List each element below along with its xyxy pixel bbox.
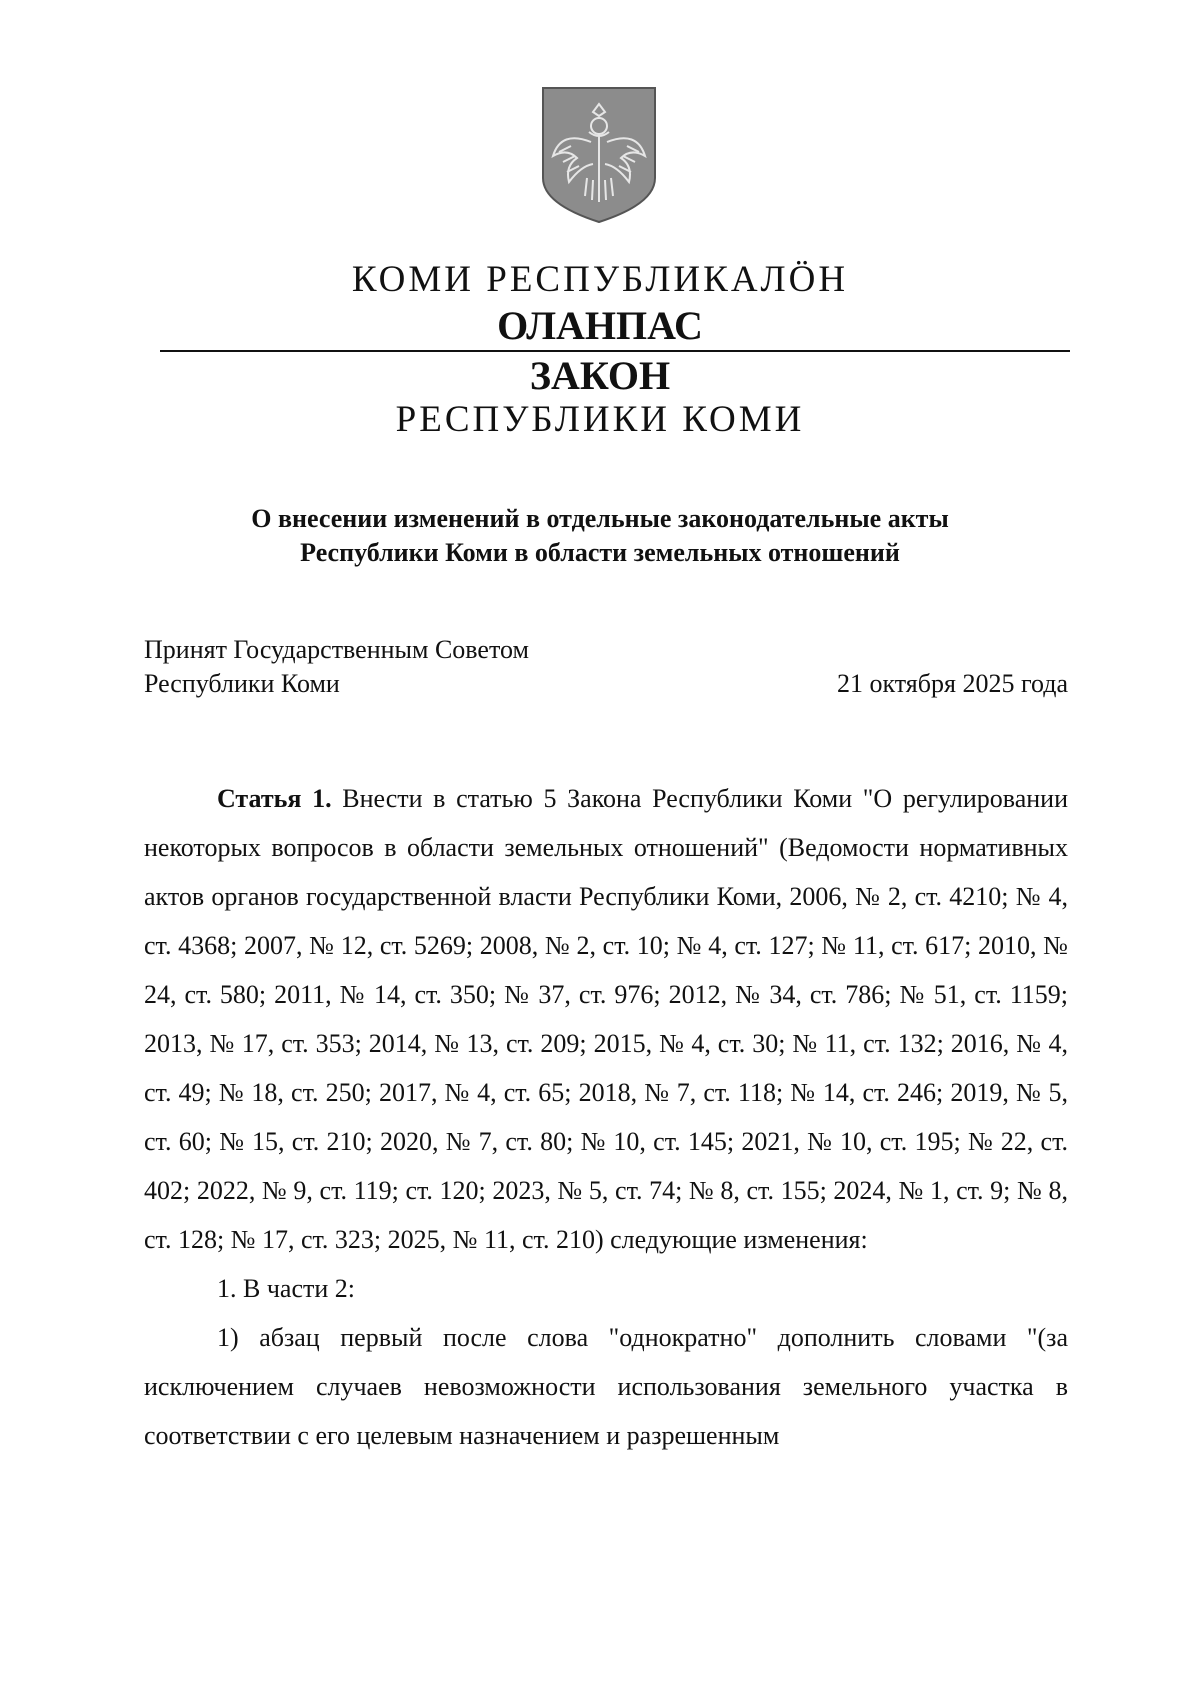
subitem-1-paragraph: 1) абзац первый после слова "однократно" дополнить словами "(за исключением случаев невозможности использования земельного участка в соответствии с его целевым назначением и разрешенным — [144, 1323, 1068, 1450]
law-title-line-1: О внесении изменений в отдельные законодательные акты — [251, 504, 949, 533]
adoption-line-1: Принят Государственным Советом — [144, 635, 529, 664]
republic-komi-heading: РЕСПУБЛИКИ КОМИ — [395, 399, 805, 440]
adoption-line-2: Республики Коми — [144, 669, 340, 698]
komi-republic-heading: КОМИ РЕСПУБЛИКАЛӦН — [351, 259, 849, 300]
law-body — [144, 774, 1068, 1460]
law-title — [0, 502, 1200, 570]
item-1-paragraph: 1. В части 2: — [217, 1274, 355, 1303]
zakon-heading: ЗАКОН — [529, 353, 671, 398]
article-label: Статья 1. — [217, 784, 332, 813]
adoption-statement — [144, 633, 529, 701]
article-text: Внести в статью 5 Закона Республики Коми "О регулировании некоторых вопросов в области земельных отношений" (Ведомости нормативных актов органов государственной власти Республики Коми, 2006, № 2, ст. 4210; № 4, ст. 4368; 2007, № 12, ст. 5269; 2008, № 2, ст. 10; № 4, ст. 127; № 11, ст. 617; 2010, № 24, ст. 580; 2011, № 14, ст. 350; № 37, ст. 976; 2012, № 34, ст. 786; № 51, ст. 1159; 2013, № 17, ст. 353; 2014, № 13, ст. 209; 2015, № 4, ст. 30; № 11, ст. 132; 2016, № 4, ст. 49; № 18, ст. 250; 2017, № 4, ст. 65; 2018, № 7, ст. 118; № 14, ст. 246; 2019, № 5, ст. 60; № 15, ст. 210; 2020, № 7, ст. 80; № 10, ст. 145; 2021, № 10, ст. 195; № 22, ст. 402; 2022, № 9, ст. 119; ст. 120; 2023, № 5, ст. 74; № 8, ст. 155; 2024, № 1, ст. 9; № 8, ст. 128; № 17, ст. 323; 2025, № 11, ст. 210) следующие изменения: — [144, 784, 1068, 1254]
article-1-paragraph — [144, 774, 1068, 1264]
olanpas-heading: ОЛАНПАС — [497, 303, 703, 348]
adoption-date: 21 октября 2025 года — [837, 669, 1068, 698]
law-title-line-2: Республики Коми в области земельных отношений — [300, 538, 900, 567]
komi-coat-of-arms-icon — [541, 86, 657, 224]
